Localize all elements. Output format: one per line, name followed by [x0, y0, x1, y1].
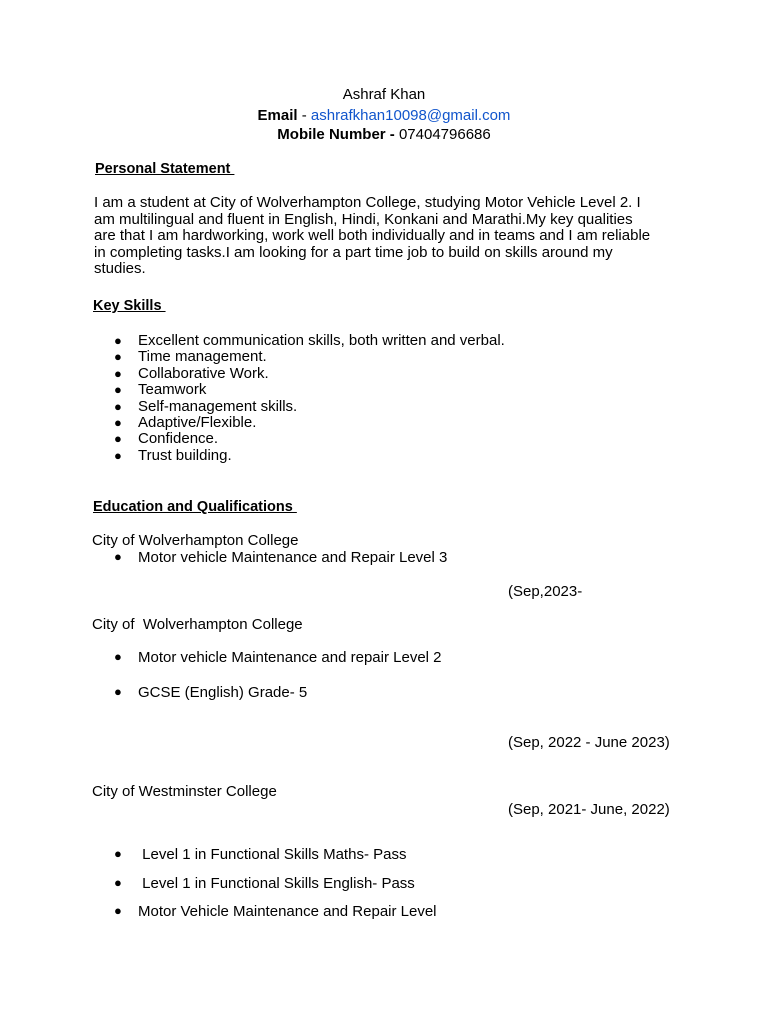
qualification-dates: (Sep, 2022 - June 2023) — [508, 734, 670, 751]
skill-text: Time management. — [138, 348, 267, 366]
bullet-icon: ● — [114, 365, 122, 381]
bullet-icon: ● — [114, 549, 122, 564]
statement-line: are that I am hardworking, work well both individually and in teams and I am reliable — [94, 227, 651, 245]
bullet-icon: ● — [114, 649, 122, 664]
qualification-item: Motor Vehicle Maintenance and Repair Level — [138, 903, 437, 920]
skill-text: Confidence. — [138, 430, 219, 448]
bullet-icon: ● — [114, 398, 122, 414]
email-line — [0, 107, 768, 124]
bullet-icon: ● — [114, 382, 122, 398]
bullet-icon: ● — [114, 846, 122, 861]
education-heading: Education and Qualifications — [93, 499, 297, 515]
qualification-dates: (Sep,2023- — [508, 583, 583, 600]
mobile-line — [0, 126, 768, 143]
statement-line: I am a student at City of Wolverhampton College, studying Motor Vehicle Level 2. I — [94, 194, 641, 211]
bullet-icon: ● — [114, 875, 122, 890]
qualification-item: Motor vehicle Maintenance and Repair Level 3 — [138, 549, 448, 566]
mobile-number: 07404796686 — [398, 126, 491, 143]
qualification-item: Motor vehicle Maintenance and repair Level 2 — [138, 649, 442, 666]
institution-name: City of Westminster College — [92, 783, 277, 800]
qualification-item: GCSE (English) Grade- 5 — [138, 684, 308, 701]
statement-line: in completing tasks.I am looking for a part time job to build on skills around my — [94, 243, 613, 261]
skill-text: Excellent communication skills, both written and verbal. — [138, 332, 505, 349]
personal-statement-heading: Personal Statement — [95, 161, 235, 177]
statement-line: am multilingual and fluent in English, Hindi, Konkani and Marathi.My key qualities — [94, 210, 633, 228]
bullet-icon: ● — [114, 903, 122, 918]
skill-text: Teamwork — [138, 381, 207, 399]
institution-name: City of Wolverhampton College — [92, 616, 303, 633]
skill-text: Adaptive/Flexible. — [138, 413, 257, 431]
bullet-icon: ● — [114, 684, 122, 699]
qualification-dates: (Sep, 2021- June, 2022) — [508, 801, 670, 818]
email-separator: - — [297, 107, 311, 124]
bullet-icon: ● — [114, 447, 122, 463]
mobile-label: Mobile Number - — [277, 126, 399, 143]
bullet-icon: ● — [114, 333, 122, 348]
email-link[interactable]: ashrafkhan10098@gmail.com — [310, 107, 511, 124]
bullet-icon: ● — [114, 349, 122, 365]
qualification-item: Level 1 in Functional Skills English- Pass — [138, 875, 415, 892]
personal-statement-text — [94, 195, 684, 278]
key-skills-heading: Key Skills — [93, 298, 166, 314]
skill-text: Collaborative Work. — [138, 364, 269, 382]
bullet-icon: ● — [114, 431, 122, 447]
skill-text: Trust building. — [138, 446, 232, 464]
statement-line: studies. — [94, 260, 146, 278]
candidate-name: Ashraf Khan — [342, 86, 426, 103]
institution-name: City of Wolverhampton College — [92, 532, 299, 549]
skill-text: Self-management skills. — [138, 397, 298, 415]
qualification-item: Level 1 in Functional Skills Maths- Pass — [138, 846, 407, 863]
bullet-icon: ● — [114, 414, 122, 430]
email-label: Email — [257, 107, 298, 124]
